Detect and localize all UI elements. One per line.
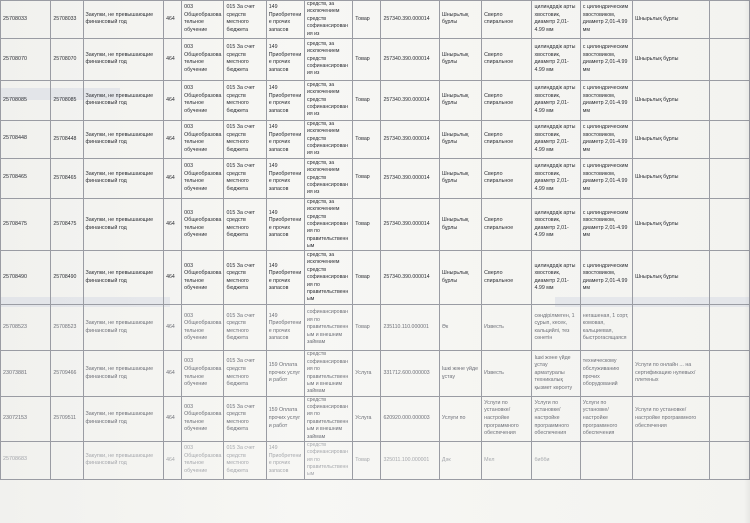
- item-name-ru: Сверло спиральное: [482, 120, 532, 158]
- purchase-kind: Услуга: [353, 351, 381, 396]
- ktru-code: 331712.600.000003: [381, 351, 439, 396]
- lot-number: 25708475: [51, 198, 83, 251]
- item-name-kz: Шнырьлық бұрлы: [439, 38, 481, 80]
- purchase-name: Закупки, не превышающие финансовый год: [83, 251, 164, 305]
- purchase-name: Закупки, не превышающие финансовый год: [83, 305, 164, 351]
- item-description-ru: негашеная, 1 сорт, комовая, кальциевая, быстрогасящаяся: [580, 305, 632, 351]
- org-code: 464: [164, 351, 182, 396]
- ktru-code: 325011.100.000001: [381, 441, 439, 479]
- table-row: [1, 198, 750, 251]
- purchase-kind: Товар: [353, 80, 381, 120]
- ktru-code: 257340.390.000014: [381, 158, 439, 198]
- table-row: [1, 1, 750, 39]
- item-description-kz: Ішкі және үйде ұстау арматуралы техникалық қызмет көрсету: [532, 351, 580, 396]
- purchase-kind: Товар: [353, 441, 381, 479]
- item-name-ru: Известь: [482, 305, 532, 351]
- table-row: [1, 158, 750, 198]
- funding-note: средств, за исключением средств софинансирования из: [304, 38, 352, 80]
- purchase-kind: Товар: [353, 120, 381, 158]
- item-name-kz: Услуги по: [439, 396, 481, 441]
- budget-source: 015 За счет средств местного бюджета: [224, 396, 266, 441]
- item-name-ru: Сверло спиральное: [482, 38, 532, 80]
- budget-source: 015 За счет средств местного бюджета: [224, 38, 266, 80]
- program-name: 003 Общеобразовательное обучение: [182, 351, 224, 396]
- scan-edge-shadow: [744, 0, 750, 523]
- item-description-kz: цилиндрдік арты хвостовик, диаметр 2,01-4.99 мм: [532, 158, 580, 198]
- item-name-kz: Ішкі және үйде ұстау: [439, 351, 481, 396]
- purchase-name: Закупки, не превышающие финансовый год: [83, 198, 164, 251]
- item-name-kz: Шнырьлық бұрлы: [439, 158, 481, 198]
- item-description-kz: цилиндрдік арты хвостовик, диаметр 2,01-4.99 мм: [532, 1, 580, 39]
- item-name-kz: Әк: [439, 305, 481, 351]
- program-name: 003 Общеобразовательное обучение: [182, 305, 224, 351]
- ktru-code: 257340.390.000014: [381, 198, 439, 251]
- item-description-kz: цилиндрдік арты хвостовик, диаметр 2,01-4.99 мм: [532, 198, 580, 251]
- budget-source: 015 За счет средств местного бюджета: [224, 120, 266, 158]
- expense-specific: 149 Приобретение прочих запасов: [266, 1, 304, 39]
- purchase-name: Закупки, не превышающие финансовый год: [83, 1, 164, 39]
- item-name-kz: Шнырьлық бұрлы: [439, 120, 481, 158]
- program-name: 003 Общеобразовательное обучение: [182, 158, 224, 198]
- row-id: 25708475: [1, 198, 51, 251]
- funding-note: средств софинансирования по правительственным и внешним займам: [304, 351, 352, 396]
- row-id: 25708085: [1, 80, 51, 120]
- org-code: 464: [164, 80, 182, 120]
- funding-note: средств, за исключением средств софинансирования из: [304, 158, 352, 198]
- item-description-kz: Услуги по установке/настройке программного обеспечения: [532, 396, 580, 441]
- purchase-name: Закупки, не превышающие финансовый год: [83, 120, 164, 158]
- item-name-kz: Дәк: [439, 441, 481, 479]
- program-name: 003 Общеобразовательное обучение: [182, 396, 224, 441]
- program-name: 003 Общеобразовательное обучение: [182, 80, 224, 120]
- org-code: 464: [164, 251, 182, 305]
- item-extra: [633, 305, 710, 351]
- org-code: 464: [164, 305, 182, 351]
- table-row: [1, 251, 750, 305]
- item-extra: Шнырьлық бұрлы: [633, 38, 710, 80]
- purchase-kind: Товар: [353, 1, 381, 39]
- org-code: 464: [164, 441, 182, 479]
- item-name-ru: Сверло спиральное: [482, 198, 532, 251]
- purchase-kind: Товар: [353, 198, 381, 251]
- org-code: 464: [164, 198, 182, 251]
- item-description-kz: цилиндрдік арты хвостовик, диаметр 2,01-4.99 мм: [532, 251, 580, 305]
- program-name: 003 Общеобразовательное обучение: [182, 441, 224, 479]
- ktru-code: 620920.000.000003: [381, 396, 439, 441]
- org-code: 464: [164, 120, 182, 158]
- program-name: 003 Общеобразовательное обучение: [182, 1, 224, 39]
- item-description-kz: цилиндрдік арты хвостовик, диаметр 2,01-4.99 мм: [532, 80, 580, 120]
- funding-note: средств, за исключением средств софинансирования из: [304, 120, 352, 158]
- funding-note: средств софинансирования по правительственным: [304, 441, 352, 479]
- item-description-ru: с цилиндрическим хвостовиком, диаметр 2,01-4.99 мм: [580, 251, 632, 305]
- expense-specific: 149 Приобретение прочих запасов: [266, 251, 304, 305]
- funding-note: средств, за исключением средств софинансирования по правительственным: [304, 251, 352, 305]
- lot-number: 25708490: [51, 251, 83, 305]
- lot-number: [51, 441, 83, 479]
- lot-number: 25708085: [51, 80, 83, 120]
- item-extra: Услуги по установке/настройке программного обеспечения: [633, 396, 710, 441]
- budget-source: 015 За счет средств местного бюджета: [224, 351, 266, 396]
- item-extra: Услуги по онлайн ... на сертификацию нулевых/плетеных: [633, 351, 710, 396]
- item-extra: [633, 441, 710, 479]
- budget-source: 015 За счет средств местного бюджета: [224, 1, 266, 39]
- purchase-kind: Товар: [353, 305, 381, 351]
- budget-source: 015 За счет средств местного бюджета: [224, 198, 266, 251]
- lot-number: 25708448: [51, 120, 83, 158]
- item-name-kz: Шнырьлық бұрлы: [439, 80, 481, 120]
- purchase-kind: Товар: [353, 251, 381, 305]
- program-name: 003 Общеобразовательное обучение: [182, 38, 224, 80]
- budget-source: 015 За счет средств местного бюджета: [224, 158, 266, 198]
- purchase-name: Закупки, не превышающие финансовый год: [83, 38, 164, 80]
- purchase-name: Закупки, не превышающие финансовый год: [83, 80, 164, 120]
- row-id: 23073881: [1, 351, 51, 396]
- item-description-ru: с цилиндрическим хвостовиком, диаметр 2,01-4.99 мм: [580, 120, 632, 158]
- item-description-kz: цилиндрдік арты хвостовик, диаметр 2,01-4.99 мм: [532, 120, 580, 158]
- expense-specific: 159 Оплата прочих услуг и работ: [266, 351, 304, 396]
- item-extra: Шнырьлық бұрлы: [633, 1, 710, 39]
- row-id: 25708033: [1, 1, 51, 39]
- item-name-kz: Шнырьлық бұрлы: [439, 1, 481, 39]
- lot-number: 25708465: [51, 158, 83, 198]
- item-name-ru: Услуги по установке/настройке программного обеспечения: [482, 396, 532, 441]
- expense-specific: 149 Приобретение прочих запасов: [266, 38, 304, 80]
- row-id: 25708683: [1, 441, 51, 479]
- table-row: [1, 351, 750, 396]
- item-name-ru: Сверло спиральное: [482, 80, 532, 120]
- item-name-kz: Шнырьлық бұрлы: [439, 251, 481, 305]
- purchase-kind: Товар: [353, 38, 381, 80]
- item-name-kz: Шнырьлық бұрлы: [439, 198, 481, 251]
- funding-note: средств, за исключением средств софинансирования по правительственным: [304, 198, 352, 251]
- item-description-kz: цилиндрдік арты хвостовик, диаметр 2,01-4.99 мм: [532, 38, 580, 80]
- purchase-name: Закупки, не превышающие финансовый год: [83, 396, 164, 441]
- expense-specific: 149 Приобретение прочих запасов: [266, 441, 304, 479]
- item-description-kz: сөндірілмеген, 1 сұрып, кесек, кальцийлі, тез сөнетін: [532, 305, 580, 351]
- item-description-ru: с цилиндрическим хвостовиком, диаметр 2,01-4.99 мм: [580, 158, 632, 198]
- item-name-ru: Сверло спиральное: [482, 1, 532, 39]
- budget-source: 015 За счет средств местного бюджета: [224, 441, 266, 479]
- expense-specific: 149 Приобретение прочих запасов: [266, 305, 304, 351]
- item-extra: Шнырьлық бұрлы: [633, 198, 710, 251]
- table-row: [1, 305, 750, 351]
- lot-number: 25709466: [51, 351, 83, 396]
- program-name: 003 Общеобразовательное обучение: [182, 198, 224, 251]
- purchase-name: Закупки, не превышающие финансовый год: [83, 351, 164, 396]
- funding-note: средств, за исключением средств софинансирования из: [304, 1, 352, 39]
- table-row: [1, 38, 750, 80]
- item-extra: Шнырьлық бұрлы: [633, 80, 710, 120]
- org-code: 464: [164, 396, 182, 441]
- org-code: 464: [164, 158, 182, 198]
- item-description-ru: с цилиндрическим хвостовиком, диаметр 2,01-4.99 мм: [580, 1, 632, 39]
- row-id: 25708465: [1, 158, 51, 198]
- program-name: 003 Общеобразовательное обучение: [182, 251, 224, 305]
- item-extra: Шнырьлық бұрлы: [633, 251, 710, 305]
- table-row: [1, 120, 750, 158]
- item-description-kz: бибби: [532, 441, 580, 479]
- item-name-ru: Известь: [482, 351, 532, 396]
- row-id: 25708070: [1, 38, 51, 80]
- item-extra: Шнырьлық бұрлы: [633, 120, 710, 158]
- expense-specific: 149 Приобретение прочих запасов: [266, 120, 304, 158]
- item-description-ru: техническому обслуживанию прочих оборудований: [580, 351, 632, 396]
- ktru-code: 257340.390.000014: [381, 38, 439, 80]
- program-name: 003 Общеобразовательное обучение: [182, 120, 224, 158]
- item-extra: Шнырьлық бұрлы: [633, 158, 710, 198]
- ktru-code: 257340.390.000014: [381, 251, 439, 305]
- purchase-name: Закупки, не превышающие финансовый год: [83, 158, 164, 198]
- funding-note: средств, за исключением средств софинансирования из: [304, 80, 352, 120]
- table-row: [1, 396, 750, 441]
- ktru-code: 257340.390.000014: [381, 1, 439, 39]
- item-description-ru: с цилиндрическим хвостовиком, диаметр 2,01-4.99 мм: [580, 80, 632, 120]
- expense-specific: 149 Приобретение прочих запасов: [266, 198, 304, 251]
- budget-source: 015 За счет средств местного бюджета: [224, 305, 266, 351]
- item-description-ru: с цилиндрическим хвостовиком, диаметр 2,01-4.99 мм: [580, 38, 632, 80]
- table-row: [1, 80, 750, 120]
- expense-specific: 149 Приобретение прочих запасов: [266, 80, 304, 120]
- lot-number: 25709511: [51, 396, 83, 441]
- purchase-kind: Услуга: [353, 396, 381, 441]
- lot-number: 25708070: [51, 38, 83, 80]
- lot-number: 25708523: [51, 305, 83, 351]
- budget-source: 015 За счет средств местного бюджета: [224, 80, 266, 120]
- ktru-code: 235110.110.000001: [381, 305, 439, 351]
- item-description-ru: с цилиндрическим хвостовиком, диаметр 2,01-4.99 мм: [580, 198, 632, 251]
- row-id: 25708490: [1, 251, 51, 305]
- item-name-ru: Сверло спиральное: [482, 158, 532, 198]
- item-name-ru: Мел: [482, 441, 532, 479]
- org-code: 464: [164, 1, 182, 39]
- row-id: 23072153: [1, 396, 51, 441]
- purchase-kind: Товар: [353, 158, 381, 198]
- item-name-ru: Сверло спиральное: [482, 251, 532, 305]
- lot-number: 25708033: [51, 1, 83, 39]
- table-row: [1, 441, 750, 479]
- item-description-ru: Услуги по установке/настройке программного обеспечения: [580, 396, 632, 441]
- row-id: 25708523: [1, 305, 51, 351]
- expense-specific: 149 Приобретение прочих запасов: [266, 158, 304, 198]
- item-description-ru: [580, 441, 632, 479]
- row-id: 25708448: [1, 120, 51, 158]
- budget-source: 015 За счет средств местного бюджета: [224, 251, 266, 305]
- org-code: 464: [164, 38, 182, 80]
- funding-note: средств софинансирования по правительственным и внешним займам: [304, 396, 352, 441]
- expense-specific: 159 Оплата прочих услуг и работ: [266, 396, 304, 441]
- funding-note: софинансирования по правительственным и внешним займам: [304, 305, 352, 351]
- ktru-code: 257340.390.000014: [381, 80, 439, 120]
- ktru-code: 257340.390.000014: [381, 120, 439, 158]
- purchase-name: Закупки, не превышающие финансовый год: [83, 441, 164, 479]
